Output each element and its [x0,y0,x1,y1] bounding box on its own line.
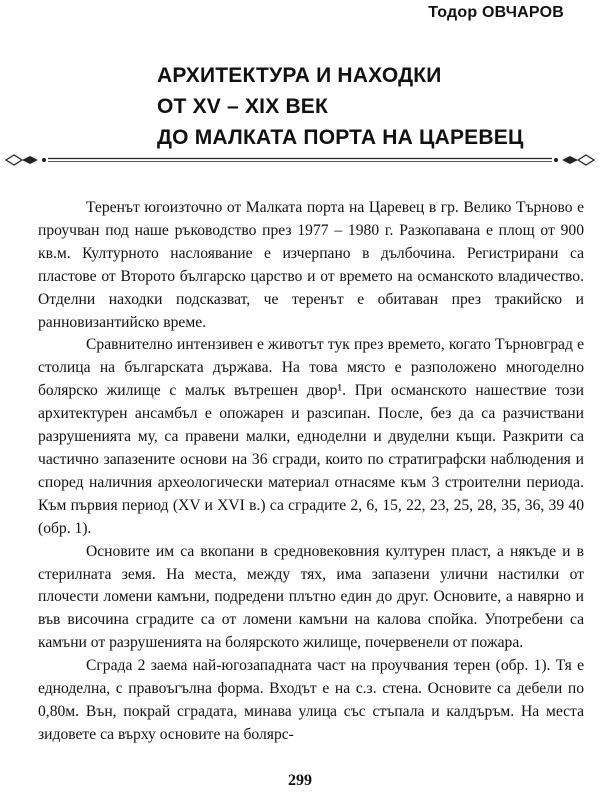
title-line-3: ДО МАЛКАТА ПОРТА НА ЦАРЕВЕЦ [157,126,524,149]
author-name: Тодор ОВЧАРОВ [428,4,564,21]
title-line-2: ОТ XV – XIX ВЕК [157,95,329,118]
paragraph: Сравнително интензивен е животът тук през времето, когато Търновград е столица на българската държава. На това място е разположено многоделно болярско жилище с малък вътрешен двор¹. При османското нашествие този архитектурен ансамбъл е опожарен и разсипан. После, без да са разчиствани разрушенията му, са правени малки, едноделни и двуделни къщи. Разкрити са частично запазените основи на 36 сгради, които по стратиграфски наблюдения и според наличния археологически материал отнасяме към 3 строителни периода. Към първия период (XV и XVI в.) са сградите 2, 6, 15, 22, 23, 25, 28, 35, 36, 39 40 (обр. 1). [38,336,584,537]
article-body [38,197,584,747]
paragraph: Сграда 2 заема най-югозападната част на проучвания терен (обр. 1). Тя е едноделна, с правоъгълна форма. Входът е на с.з. стена. Основите са дебели по 0,80м. Вън, покрай сградата, минава улица със стъпала и калдъръм. На места зидовете са върху основите на болярс- [38,657,584,743]
divider-left-flourish-icon [6,155,46,165]
divider-right-flourish-icon [554,155,594,165]
decorative-divider [0,150,600,170]
article-title [157,60,587,153]
page-number: 299 [288,772,312,789]
title-line-1: АРХИТЕКТУРА И НАХОДКИ [157,64,442,87]
paragraph: Основите им са вкопани в средновековния културен пласт, а някъде и в стерилната земя. На места, между тях, има запазени улични настилки от плочести ломени камъни, подредени плътно един до друг. Основите, а навярно и във височина сградите са от ломени камъни на калова спойка. Употребени са камъни от разрушенията на болярското жилище, почервенели от пожара. [38,542,584,652]
paragraph: Теренът югоизточно от Малката порта на Царевец в гр. Велико Търново е проучван под наше ръководство през 1977 – 1980 г. Разкопавана е площ от 900 кв.м. Културното наслоявание е изчерпано в дълбочина. Регистрирани са пластове от Второто българско царство и от времето на османското владичество. Отделни находки подсказват, че теренът е обитаван през тракийско и ранновизантийско време. [38,199,584,331]
